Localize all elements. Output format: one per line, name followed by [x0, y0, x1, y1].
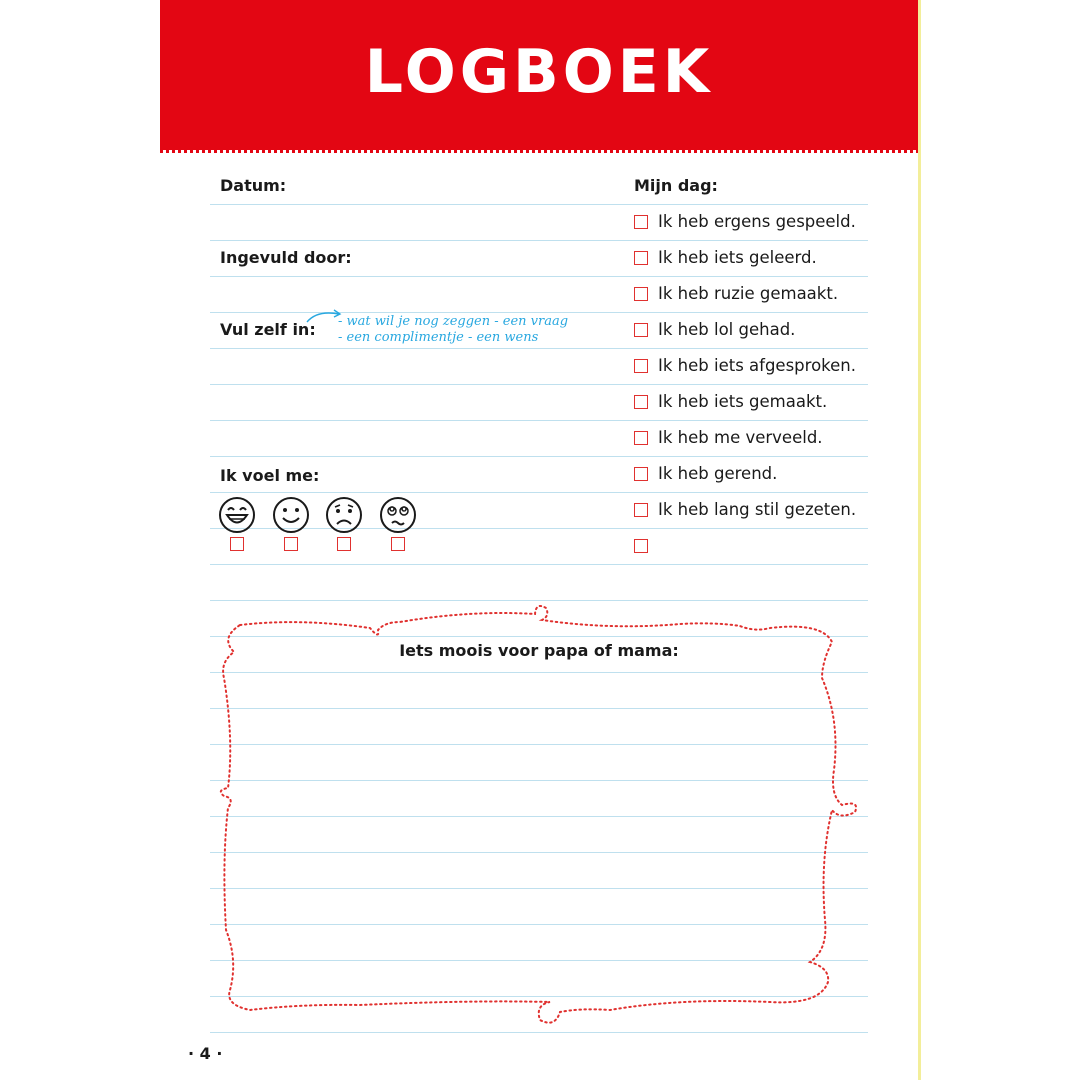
checkbox[interactable]: [634, 503, 648, 517]
mood-checkbox-laughing[interactable]: [230, 537, 244, 551]
page-title: LOGBOEK: [364, 37, 714, 107]
checkbox[interactable]: [634, 431, 648, 445]
checklist-item-label: Ik heb ruzie gemaakt.: [658, 284, 839, 303]
checkbox[interactable]: [634, 467, 648, 481]
checklist-item[interactable]: [634, 428, 823, 448]
page-edge: [918, 0, 921, 1080]
hint-line-1: - wat wil je nog zeggen - een vraag: [338, 314, 569, 329]
date-label: Datum:: [220, 176, 287, 195]
confused-face-icon: [379, 496, 417, 534]
ruled-line: [210, 276, 868, 277]
ruled-line: [210, 348, 868, 349]
ruled-line: [210, 564, 868, 565]
hint-line-2: - een complimentje - een wens: [338, 330, 539, 345]
checkbox[interactable]: [634, 323, 648, 337]
checklist-item-label: Ik heb me verveeld.: [658, 428, 823, 447]
mood-checkbox-smiling[interactable]: [284, 537, 298, 551]
dotted-frame: [210, 600, 870, 1030]
feel-label: Ik voel me:: [220, 466, 320, 485]
checklist-item-label: Ik heb ergens gespeeld.: [658, 212, 856, 231]
checklist-item-label: Ik heb iets geleerd.: [658, 248, 817, 267]
checklist-item-label: Ik heb iets gemaakt.: [658, 392, 828, 411]
ruled-line: [210, 492, 868, 493]
checkbox[interactable]: [634, 251, 648, 265]
free-entry-label: Vul zelf in:: [220, 320, 316, 339]
ruled-line: [210, 1032, 868, 1033]
checklist-item-label: Ik heb gerend.: [658, 464, 778, 483]
checklist-item-label: Ik heb iets afgesproken.: [658, 356, 856, 375]
mood-checkbox-confused[interactable]: [391, 537, 405, 551]
checkbox[interactable]: [634, 359, 648, 373]
free-entry-hint: [338, 314, 568, 346]
ruled-line: [210, 204, 868, 205]
checkbox[interactable]: [634, 287, 648, 301]
checkbox[interactable]: [634, 395, 648, 409]
ruled-line: [210, 456, 868, 457]
checklist-item[interactable]: [634, 500, 856, 520]
page-number: · 4 ·: [188, 1044, 223, 1063]
checklist-item-label: Ik heb lol gehad.: [658, 320, 796, 339]
logbook-page: [160, 0, 918, 1080]
checklist-item[interactable]: [634, 248, 817, 268]
ruled-line: [210, 240, 868, 241]
sad-face-icon: [325, 496, 363, 534]
laughing-face-icon: [218, 496, 256, 534]
checklist-item[interactable]: [634, 464, 777, 484]
checklist-item-label: Ik heb lang stil gezeten.: [658, 500, 857, 519]
checklist-item[interactable]: [634, 356, 856, 376]
checklist-item[interactable]: [634, 284, 838, 304]
ruled-line: [210, 384, 868, 385]
my-day-heading: Mijn dag:: [634, 176, 718, 195]
frame-title: Iets moois voor papa of mama:: [399, 641, 679, 660]
checklist-item[interactable]: [634, 320, 795, 340]
smiling-face-icon: [272, 496, 310, 534]
checklist-item[interactable]: [634, 536, 658, 556]
mood-checkbox-sad[interactable]: [337, 537, 351, 551]
filled-by-label: Ingevuld door:: [220, 248, 352, 267]
ruled-line: [210, 420, 868, 421]
checklist-item[interactable]: [634, 212, 856, 232]
checkbox[interactable]: [634, 539, 648, 553]
checkbox[interactable]: [634, 215, 648, 229]
header-banner: [160, 0, 918, 150]
checklist-item[interactable]: [634, 392, 827, 412]
